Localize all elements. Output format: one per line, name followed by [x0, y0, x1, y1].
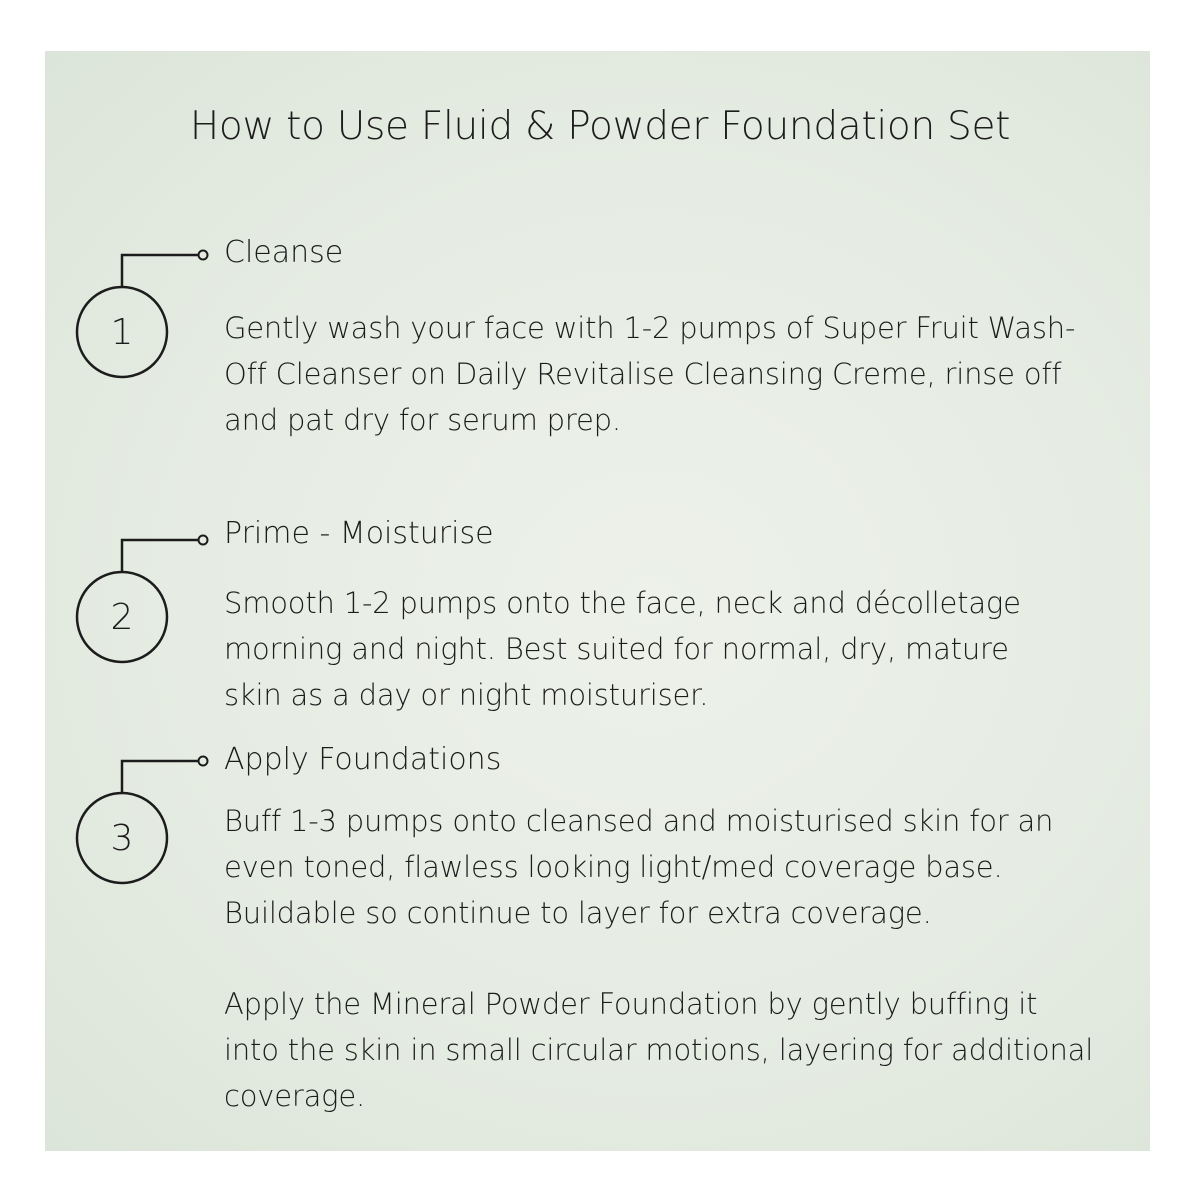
step-1-paragraph: Gently wash your face with 1-2 pumps of Super Fruit Wash-Off Cleanser on Daily Revitalise Cleansing Creme, rinse off and pat dry for serum prep.: [224, 311, 1076, 437]
step-1-dot: [199, 251, 208, 260]
step-3-paragraph-2: Apply the Mineral Powder Foundation by gently buffing it into the skin in small circular motions, layering for additional coverage.: [224, 987, 1094, 1113]
step-1-body: [224, 305, 1104, 443]
step-3-body: [224, 798, 1094, 1119]
step-2-dot: [199, 536, 208, 545]
step-3-dot: [199, 757, 208, 766]
step-2-paragraph: Smooth 1-2 pumps onto the face, neck and décolletage morning and night. Best suited for normal, dry, mature skin as a day or night moisturiser.: [224, 586, 1021, 712]
step-2-stem: [122, 540, 198, 572]
step-2-title: Prime - Moisturise: [224, 516, 494, 551]
step-3-paragraph-1: Buff 1-3 pumps onto cleansed and moisturised skin for an even toned, flawless looking light/med coverage base. Buildable so continue to layer for extra coverage.: [224, 804, 1054, 930]
step-3-stem: [122, 761, 198, 793]
step-1-number: 1: [110, 312, 134, 353]
step-1-stem: [122, 255, 198, 287]
step-1-title: Cleanse: [224, 235, 344, 270]
step-2-body: [224, 580, 1054, 718]
page-title: How to Use Fluid & Powder Foundation Set: [189, 104, 1011, 149]
step-3-title: Apply Foundations: [224, 742, 502, 777]
step-2-number: 2: [110, 597, 134, 638]
step-3-number: 3: [110, 818, 134, 859]
